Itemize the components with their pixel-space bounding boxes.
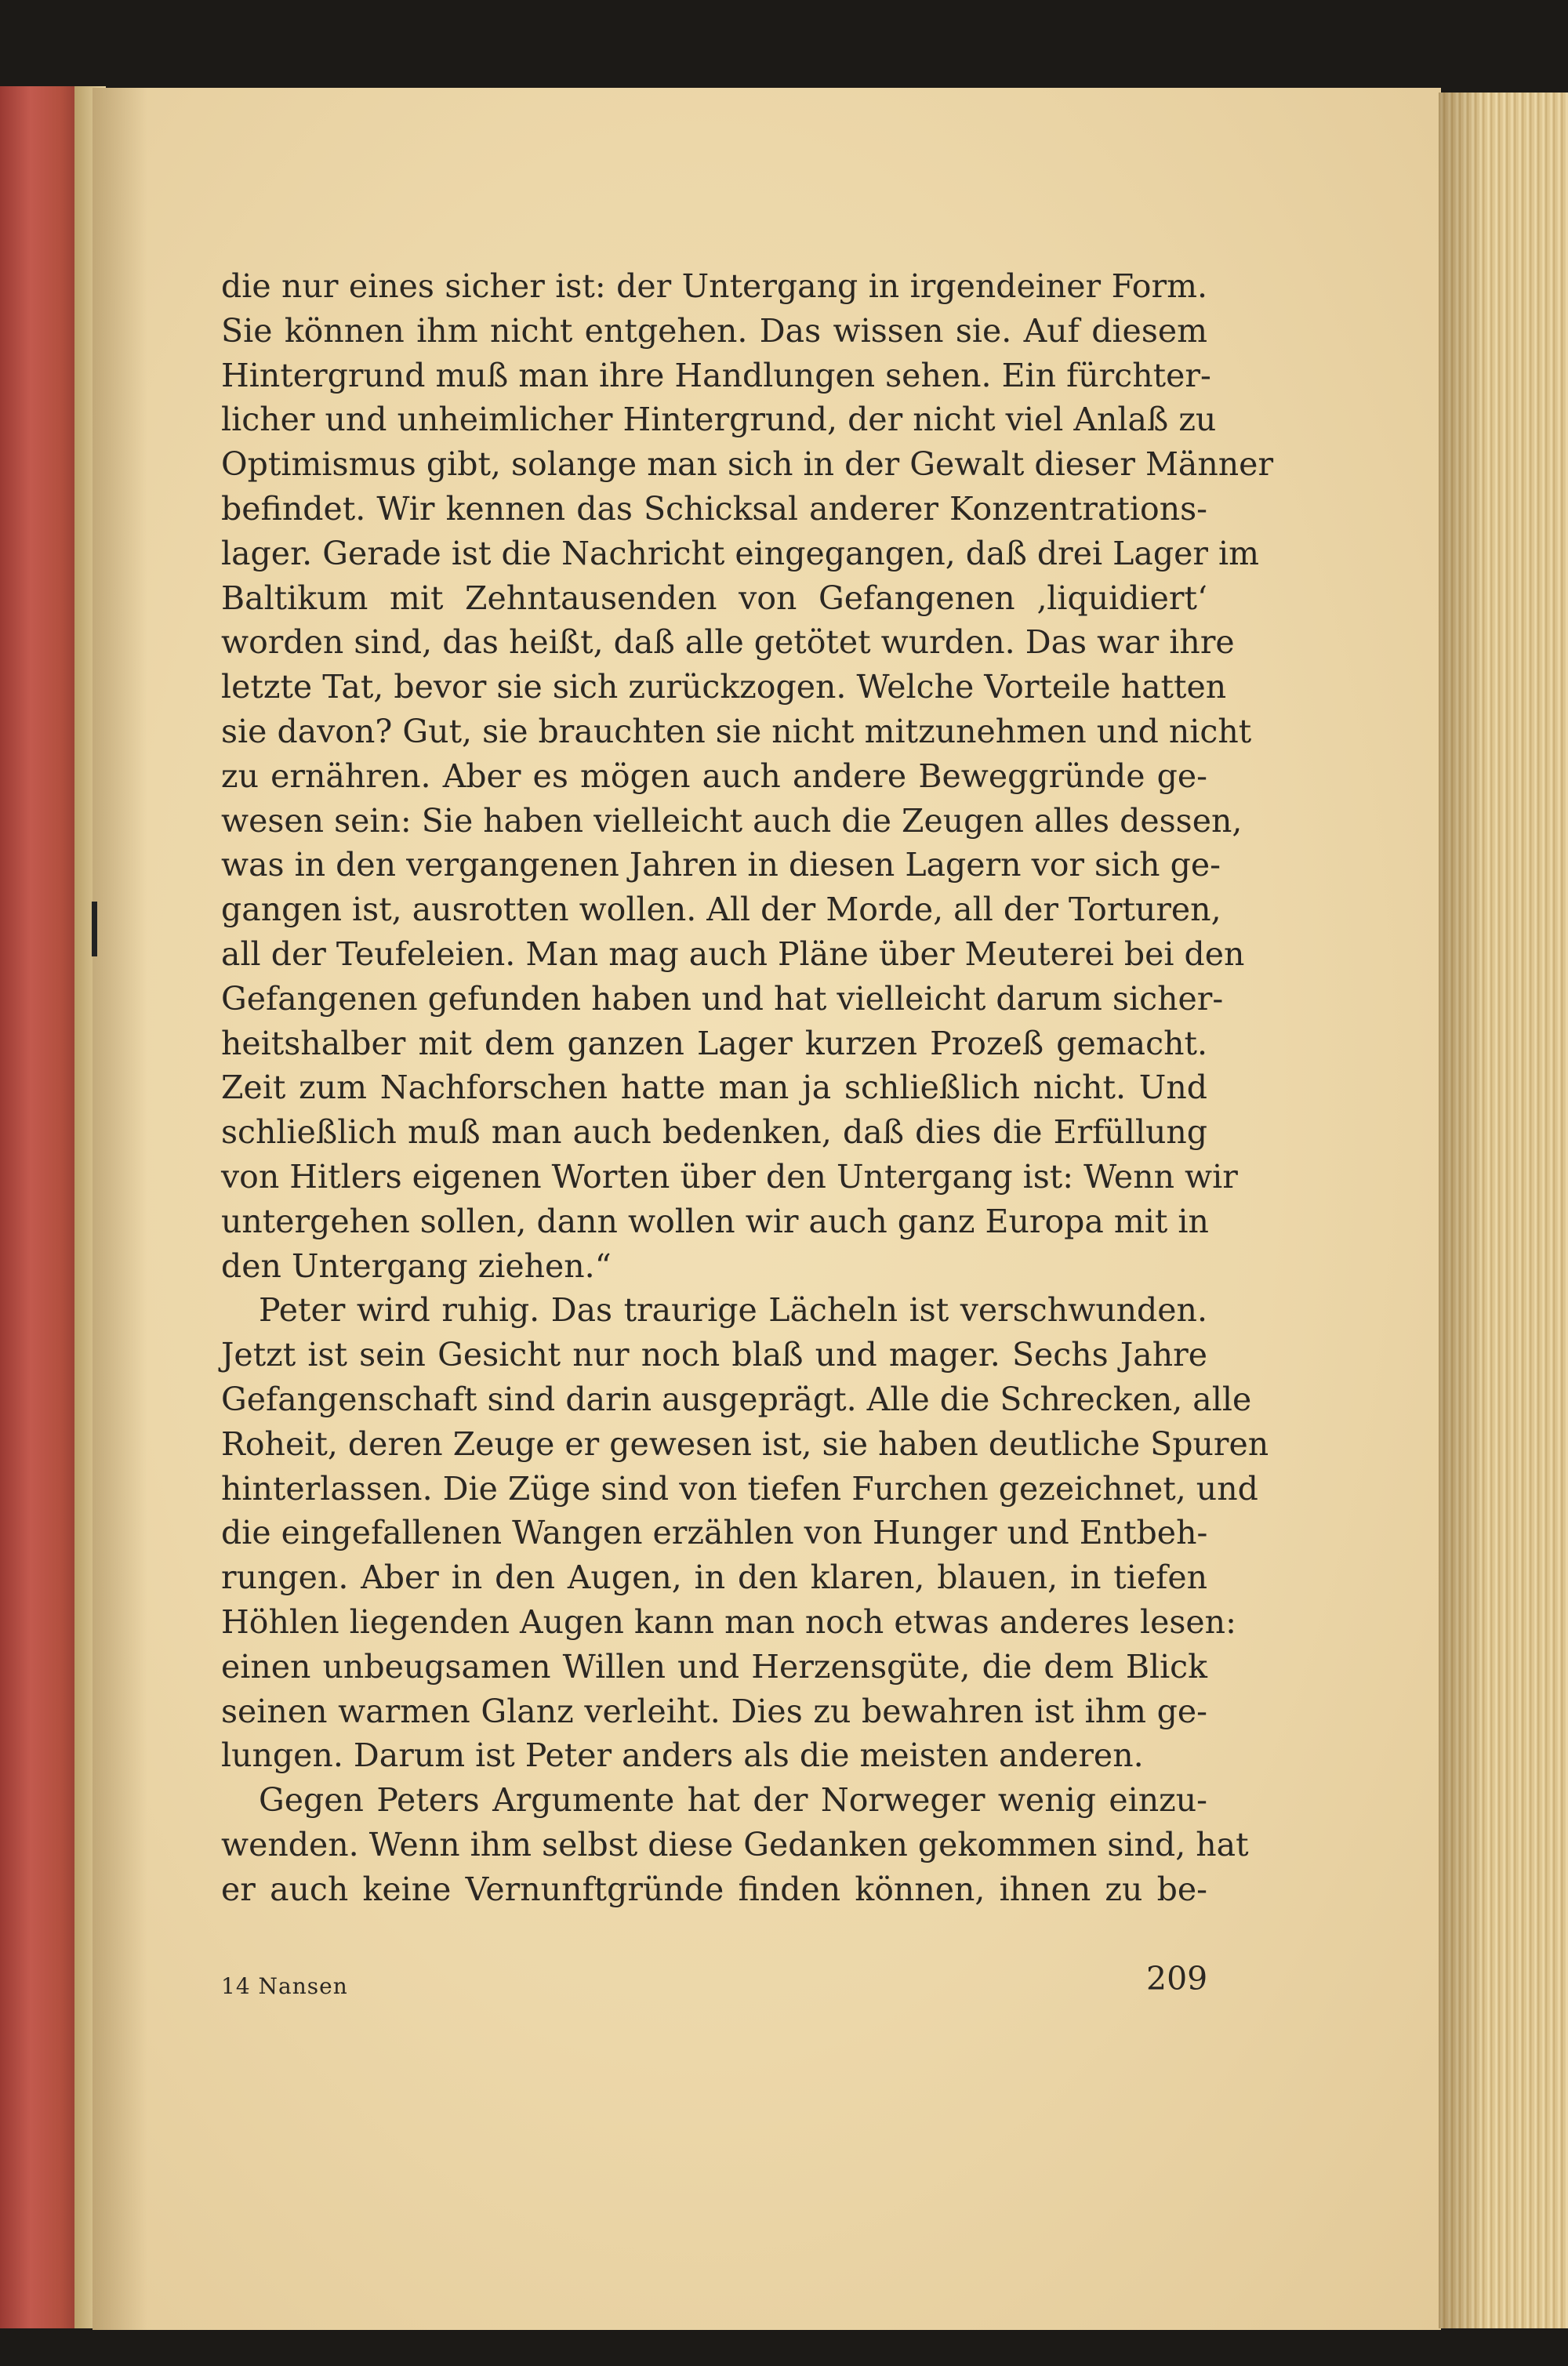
text-line: gangen ist, ausrotten wollen. All der Morde, all der Torturen, — [221, 891, 1221, 929]
text-line: Gegen Peters Argumente hat der Norweger wenig einzu- — [259, 1781, 1207, 1820]
text-line: rungen. Aber in den Augen, in den klaren, blauen, in tiefen — [221, 1559, 1207, 1597]
text-line: lungen. Darum ist Peter anders als die meisten anderen. — [221, 1736, 1144, 1775]
text-line: Zeit zum Nachforschen hatte man ja schließlich nicht. Und — [221, 1069, 1207, 1107]
book-spine — [0, 86, 86, 2328]
text-line: Gefangenen gefunden haben und hat vielleicht darum sicher- — [221, 979, 1224, 1018]
body-text — [221, 264, 1274, 1911]
text-line: letzte Tat, bevor sie sich zurückzogen. Welche Vorteile hatten — [221, 668, 1227, 706]
text-line: einen unbeugsamen Willen und Herzensgüte, die dem Blick — [221, 1647, 1207, 1686]
text-line: Roheit, deren Zeuge er gewesen ist, sie haben deutliche Spuren — [221, 1424, 1269, 1463]
text-line: schließlich muß man auch bedenken, daß dies die Erfüllung — [221, 1113, 1207, 1152]
fore-edge-shadow — [1439, 93, 1486, 2328]
page-gutter-shadow — [93, 88, 147, 2330]
text-line: sie davon? Gut, sie brauchten sie nicht mitzunehmen und nicht — [221, 712, 1252, 750]
text-line: Optimismus gibt, solange man sich in der Gewalt dieser Männer — [221, 445, 1274, 484]
text-line: hinterlassen. Die Züge sind von tiefen Furchen gezeichnet, und — [221, 1469, 1258, 1508]
text-line: was in den vergangenen Jahren in diesen Lagern vor sich ge- — [221, 846, 1221, 884]
text-line: untergehen sollen, dann wollen wir auch ganz Europa mit in — [221, 1202, 1209, 1240]
text-line: er auch keine Vernunftgründe finden können, ihnen zu be- — [221, 1870, 1207, 1908]
printer-signature: 14 Nansen — [221, 1973, 348, 1999]
text-line: Peter wird ruhig. Das traurige Lächeln ist verschwunden. — [259, 1291, 1207, 1330]
text-line: von Hitlers eigenen Worten über den Untergang ist: Wenn wir — [221, 1157, 1238, 1196]
text-line: Gefangenschaft sind darin ausgeprägt. Alle die Schrecken, alle — [221, 1380, 1252, 1418]
text-line: Jetzt ist sein Gesicht nur noch blaß und mager. Sechs Jahre — [221, 1336, 1207, 1374]
text-line: licher und unheimlicher Hintergrund, der nicht viel Anlaß zu — [221, 401, 1217, 439]
gutter-mark — [92, 902, 97, 956]
text-line: zu ernähren. Aber es mögen auch andere Beweggründe ge- — [221, 757, 1207, 795]
text-line: Hintergrund muß man ihre Handlungen sehen. Ein fürchter- — [221, 356, 1211, 394]
text-line: Sie können ihm nicht entgehen. Das wissen sie. Auf diesem — [221, 311, 1207, 350]
text-line: den Untergang ziehen.“ — [221, 1247, 612, 1285]
text-line: seinen warmen Glanz verleiht. Dies zu bewahren ist ihm ge- — [221, 1692, 1207, 1730]
text-line: die nur eines sicher ist: der Untergang in irgendeiner Form. — [221, 267, 1207, 305]
text-line: wenden. Wenn ihm selbst diese Gedanken gekommen sind, hat — [221, 1825, 1249, 1863]
text-line: all der Teufeleien. Man mag auch Pläne über Meuterei bei den — [221, 934, 1245, 973]
text-line: wesen sein: Sie haben vielleicht auch die Zeugen alles dessen, — [221, 801, 1243, 840]
text-line: die eingefallenen Wangen erzählen von Hunger und Entbeh- — [221, 1514, 1208, 1552]
text-line: Baltikum mit Zehntausenden von Gefangenen ‚liquidiert‘ — [221, 579, 1207, 617]
page-number: 209 — [1146, 1960, 1208, 1998]
text-line: worden sind, das heißt, daß alle getötet wurden. Das war ihre — [221, 623, 1235, 662]
text-line: Höhlen liegenden Augen kann man noch etwas anderes lesen: — [221, 1602, 1236, 1641]
text-line: lager. Gerade ist die Nachricht eingegangen, daß drei Lager im — [221, 534, 1259, 572]
text-line: heitshalber mit dem ganzen Lager kurzen Prozeß gemacht. — [221, 1024, 1207, 1062]
text-line: befindet. Wir kennen das Schicksal anderer Konzentrations- — [221, 489, 1207, 528]
